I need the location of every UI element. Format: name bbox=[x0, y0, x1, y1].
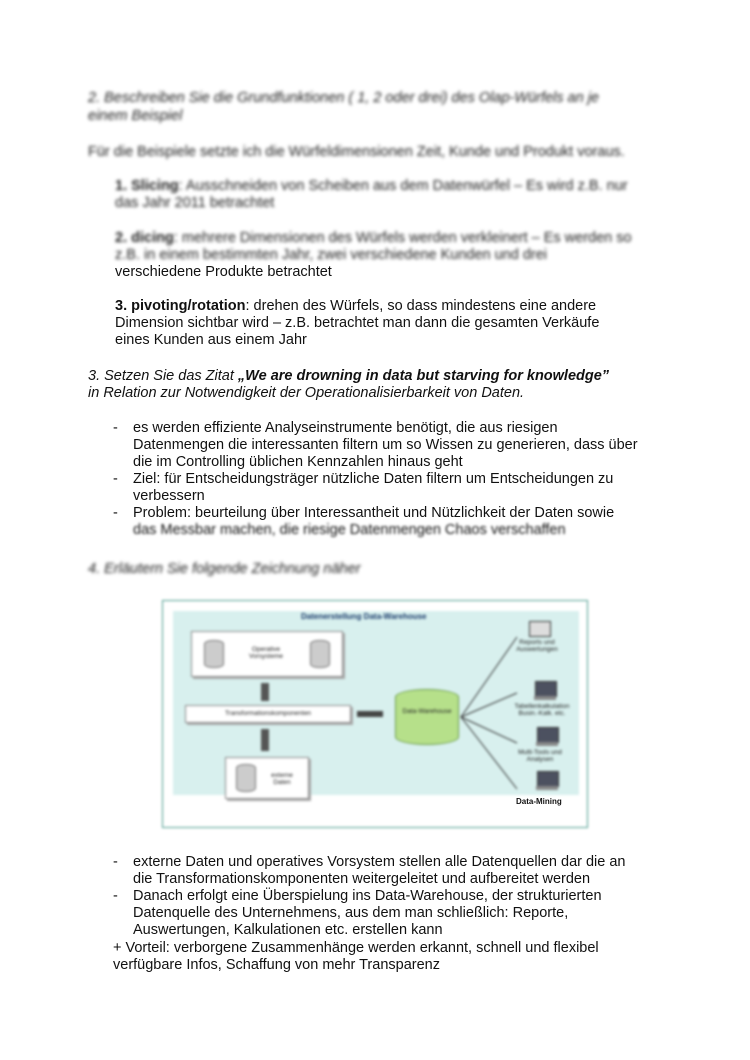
computer-base bbox=[536, 786, 558, 790]
diagram-background bbox=[173, 611, 579, 795]
list-item: - Ziel: für Entscheidungsträger nützliche Daten filtern um Entscheidungen zu verbessern bbox=[113, 471, 614, 504]
section3-bullet-list bbox=[113, 420, 638, 539]
warehouse-cylinder bbox=[395, 689, 459, 745]
transform-label: Transformationskomponenten bbox=[224, 710, 312, 717]
data-mining-label: Data-Mining bbox=[516, 797, 562, 806]
slicing-term: 1. Slicing bbox=[115, 178, 179, 194]
computer-base bbox=[536, 742, 558, 746]
external-data-box bbox=[225, 757, 309, 799]
dicing-term: 2. dicing bbox=[115, 230, 174, 246]
dicing-text: : mehrere Dimensionen des Würfels werden verkleinert – Es werden so bbox=[173, 230, 632, 246]
list-item: - externe Daten und operatives Vorsystem stellen alle Datenquellen dar die an die Transformationskomponenten weitergeleitet und aufbereitet werden bbox=[113, 854, 626, 887]
arrow-down-icon bbox=[261, 683, 269, 701]
list-item: - Danach erfolgt eine Überspielung ins Data-Warehouse, der strukturierten Datenquelle des Unternehmens, aus dem man schließlich: Reporte, Auswertungen, Kalkulationen etc. erstellen kann bbox=[113, 888, 602, 938]
dicing-line1 bbox=[115, 230, 632, 247]
slicing-line2: das Jahr 2011 betrachtet bbox=[115, 195, 275, 211]
data-warehouse-diagram bbox=[162, 600, 588, 828]
advantage-line2: verfügbare Infos, Schaffung von mehr Transparenz bbox=[113, 957, 440, 973]
warehouse-label: Data-Warehouse bbox=[402, 708, 452, 715]
question-3-prefix: 3. Setzen Sie das Zitat bbox=[88, 368, 238, 384]
slicing-line1 bbox=[115, 178, 628, 195]
external-label: externe Daten bbox=[271, 772, 293, 786]
output-spreadsheet: Tabellenkalkulation Busin.-Kalk. etc. bbox=[514, 703, 570, 717]
dicing-line2: z.B. in einem bestimmten Jahr, zwei verschiedene Kunden und drei bbox=[115, 247, 548, 263]
diagram-title: Datenerstellung Data-Warehouse bbox=[301, 612, 427, 621]
arrow-up-icon bbox=[261, 729, 269, 751]
pivot-line3: eines Kunden aus einem Jahr bbox=[115, 332, 307, 348]
operative-systems-box bbox=[191, 631, 343, 677]
list-item: - es werden effiziente Analyseinstrumente benötigt, die aus riesigen Datenmengen die interessanten filtern um so Wissen zu generieren, dass über die im Controlling üblichen Kennzahlen hinaus geht bbox=[113, 420, 638, 470]
question-2-line1: 2. Beschreiben Sie die Grundfunktionen ( 1, 2 oder drei) des Olap-Würfels an je bbox=[88, 90, 599, 106]
computer-icon bbox=[537, 727, 559, 743]
computer-icon bbox=[537, 771, 559, 787]
question-4: 4. Erläutern Sie folgende Zeichnung näher bbox=[88, 561, 361, 577]
slicing-text: : Ausschneiden von Scheiben aus dem Datenwürfel – Es wird z.B. nur bbox=[178, 178, 628, 194]
list-item: - Problem: beurteilung über Interessantheit und Nützlichkeit der Daten sowie das Messbar machen, die riesige Datenmengen Chaos verschaffen bbox=[113, 505, 615, 538]
database-icon bbox=[204, 640, 224, 668]
pivot-line2: Dimension sichtbar wird – z.B. betrachtet man dann die gesamten Verkäufe bbox=[115, 315, 600, 331]
database-icon bbox=[236, 764, 256, 792]
dicing-line3: verschiedene Produkte betrachtet bbox=[115, 264, 332, 280]
output-analysis: Multi-Tools und Analysen bbox=[518, 749, 562, 763]
computer-base bbox=[534, 696, 556, 700]
question-3-line2: in Relation zur Notwendigkeit der Operationalisierbarkeit von Daten. bbox=[88, 385, 525, 401]
monitor-icon bbox=[529, 621, 551, 637]
pivot-text: : drehen des Würfels, so dass mindestens eine andere bbox=[245, 298, 597, 314]
pivot-line1 bbox=[115, 298, 596, 315]
question-3-line1 bbox=[88, 368, 609, 385]
computer-icon bbox=[535, 681, 557, 697]
advantage-line1: + Vorteil: verborgene Zusammenhänge werden erkannt, schnell und flexibel bbox=[113, 940, 599, 956]
question-2-line2: einem Beispiel bbox=[88, 108, 183, 124]
output-reports: Reports und Auswertungen bbox=[516, 639, 558, 653]
pivot-term: 3. pivoting/rotation bbox=[115, 298, 246, 314]
question-3-quote: „We are drowning in data but starving for knowledge” bbox=[237, 368, 610, 384]
section4-bullet-list bbox=[113, 854, 626, 939]
section2-intro: Für die Beispiele setzte ich die Würfeldimensionen Zeit, Kunde und Produkt voraus. bbox=[88, 144, 625, 160]
database-icon bbox=[310, 640, 330, 668]
operative-label: Operative Vorsysteme bbox=[249, 646, 283, 660]
transform-box bbox=[185, 705, 351, 723]
arrow-right-icon bbox=[357, 711, 383, 717]
